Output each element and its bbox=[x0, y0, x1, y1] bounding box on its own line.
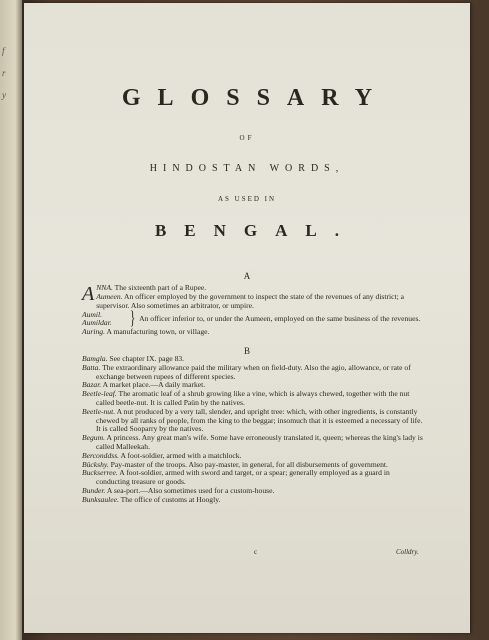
glossary-entry bbox=[82, 408, 424, 434]
entry-headword: NNA. bbox=[96, 283, 113, 292]
drop-cap: A bbox=[82, 283, 95, 305]
entry-headword: Aumil. bbox=[82, 309, 103, 319]
entry-headword: Beetle-nut. bbox=[82, 406, 116, 416]
entry-headword: Batta. bbox=[82, 362, 101, 372]
entry-definition: A sea-port.—Also sometimes used for a custom-house. bbox=[105, 485, 275, 495]
section-letter-b: B bbox=[243, 346, 250, 356]
entry-headword: Aumeen. bbox=[96, 291, 123, 301]
entry-definition: The office of customs at Hoogly. bbox=[118, 494, 221, 504]
entry-headword: Bunder. bbox=[82, 485, 106, 495]
title-region: BENGAL. bbox=[154, 221, 358, 240]
entry-definition: A market place.—A daily market. bbox=[101, 380, 206, 390]
entry-definition: A manufacturing town, or village. bbox=[105, 327, 210, 337]
glossary-entry bbox=[82, 496, 424, 505]
entry-headword: Auring. bbox=[82, 327, 105, 337]
glossary-entry bbox=[82, 469, 424, 487]
entry-definition: A foot-soldier, armed with a matchlock. bbox=[119, 450, 242, 460]
entry-headword: Bamgla. bbox=[82, 354, 108, 363]
book-page bbox=[24, 3, 470, 633]
entry-aumil-aumildar bbox=[82, 310, 424, 328]
margin-mark: r bbox=[2, 68, 6, 78]
entry-definition: The sixteenth part of a Rupee. bbox=[112, 283, 207, 292]
entry-definition: See chapter IX. page 83. bbox=[107, 354, 185, 363]
catchword: Colldry. bbox=[396, 548, 419, 556]
entry-definition: An officer employed by the government to inspect the state of the revenues of any district; a supervisor. Also sometimes an arbitrator, or umpire. bbox=[96, 291, 404, 310]
entry-headword: Bazar. bbox=[82, 380, 102, 390]
entry-auring bbox=[82, 328, 424, 337]
title-used-in: AS USED IN bbox=[217, 195, 277, 203]
entry-definition: A princess. Any great man's wife. Some have erroneously translated it, queen; whereas the king's lady is called Malleekah. bbox=[96, 433, 423, 451]
entry-definition: An officer inferior to, or under the Aumeen, employed on the same business of the revenues. bbox=[139, 313, 421, 323]
facing-page-edge bbox=[0, 0, 22, 640]
entry-definition: A foot-soldier, armed with sword and target, or a spear; generally employed as a guard in conducting treasure or goods. bbox=[96, 468, 390, 487]
entry-headword: Berconddss. bbox=[82, 450, 120, 460]
glossary-entry bbox=[82, 364, 424, 382]
margin-mark: y bbox=[2, 90, 6, 100]
section-letter-a: A bbox=[243, 271, 251, 281]
entry-definition: A nut produced by a very tall, slender, and upright tree: which, with other ingredients, is constantly chewed by all ranks of people, from the king to the beggar; insomuch that it is esteemed a necessary of life. It is called Sooparry by the natives. bbox=[96, 406, 423, 434]
entry-headword: Buckserree. bbox=[82, 468, 118, 478]
glossary-entry bbox=[82, 434, 424, 452]
entry-headword: Bunksaulee. bbox=[82, 494, 119, 504]
entry-headword: Bückshy. bbox=[82, 459, 109, 469]
section-b-entries bbox=[82, 355, 424, 505]
entry-headword: Begum. bbox=[82, 433, 105, 443]
entry-definition: The extraordinary allowance paid the military when on field-duty. Also the agio, allowance, or rate of exchange between rupees of different species. bbox=[96, 362, 411, 381]
brace-glyph: } bbox=[129, 308, 136, 330]
glossary-entry bbox=[82, 390, 424, 408]
section-a-entries bbox=[82, 284, 424, 337]
page-title: GLOSSARY bbox=[121, 85, 390, 111]
entry-definition: Pay-master of the troops. Also pay-master, in general, for all disbursements of government. bbox=[108, 459, 388, 469]
entry-headword: Beetle-leaf. bbox=[82, 389, 117, 399]
page-subtitle: HINDOSTAN WORDS, bbox=[149, 163, 345, 174]
entry-headword: Aumildar. bbox=[82, 318, 112, 328]
entry-definition: The aromatic leaf of a shrub growing like a vine, which is always chewed, together with the nut called beetle-nut. It is called Paün by the natives. bbox=[96, 389, 410, 407]
title-of: OF bbox=[239, 134, 255, 142]
margin-mark: f bbox=[2, 46, 5, 56]
signature-mark: c bbox=[254, 548, 258, 556]
